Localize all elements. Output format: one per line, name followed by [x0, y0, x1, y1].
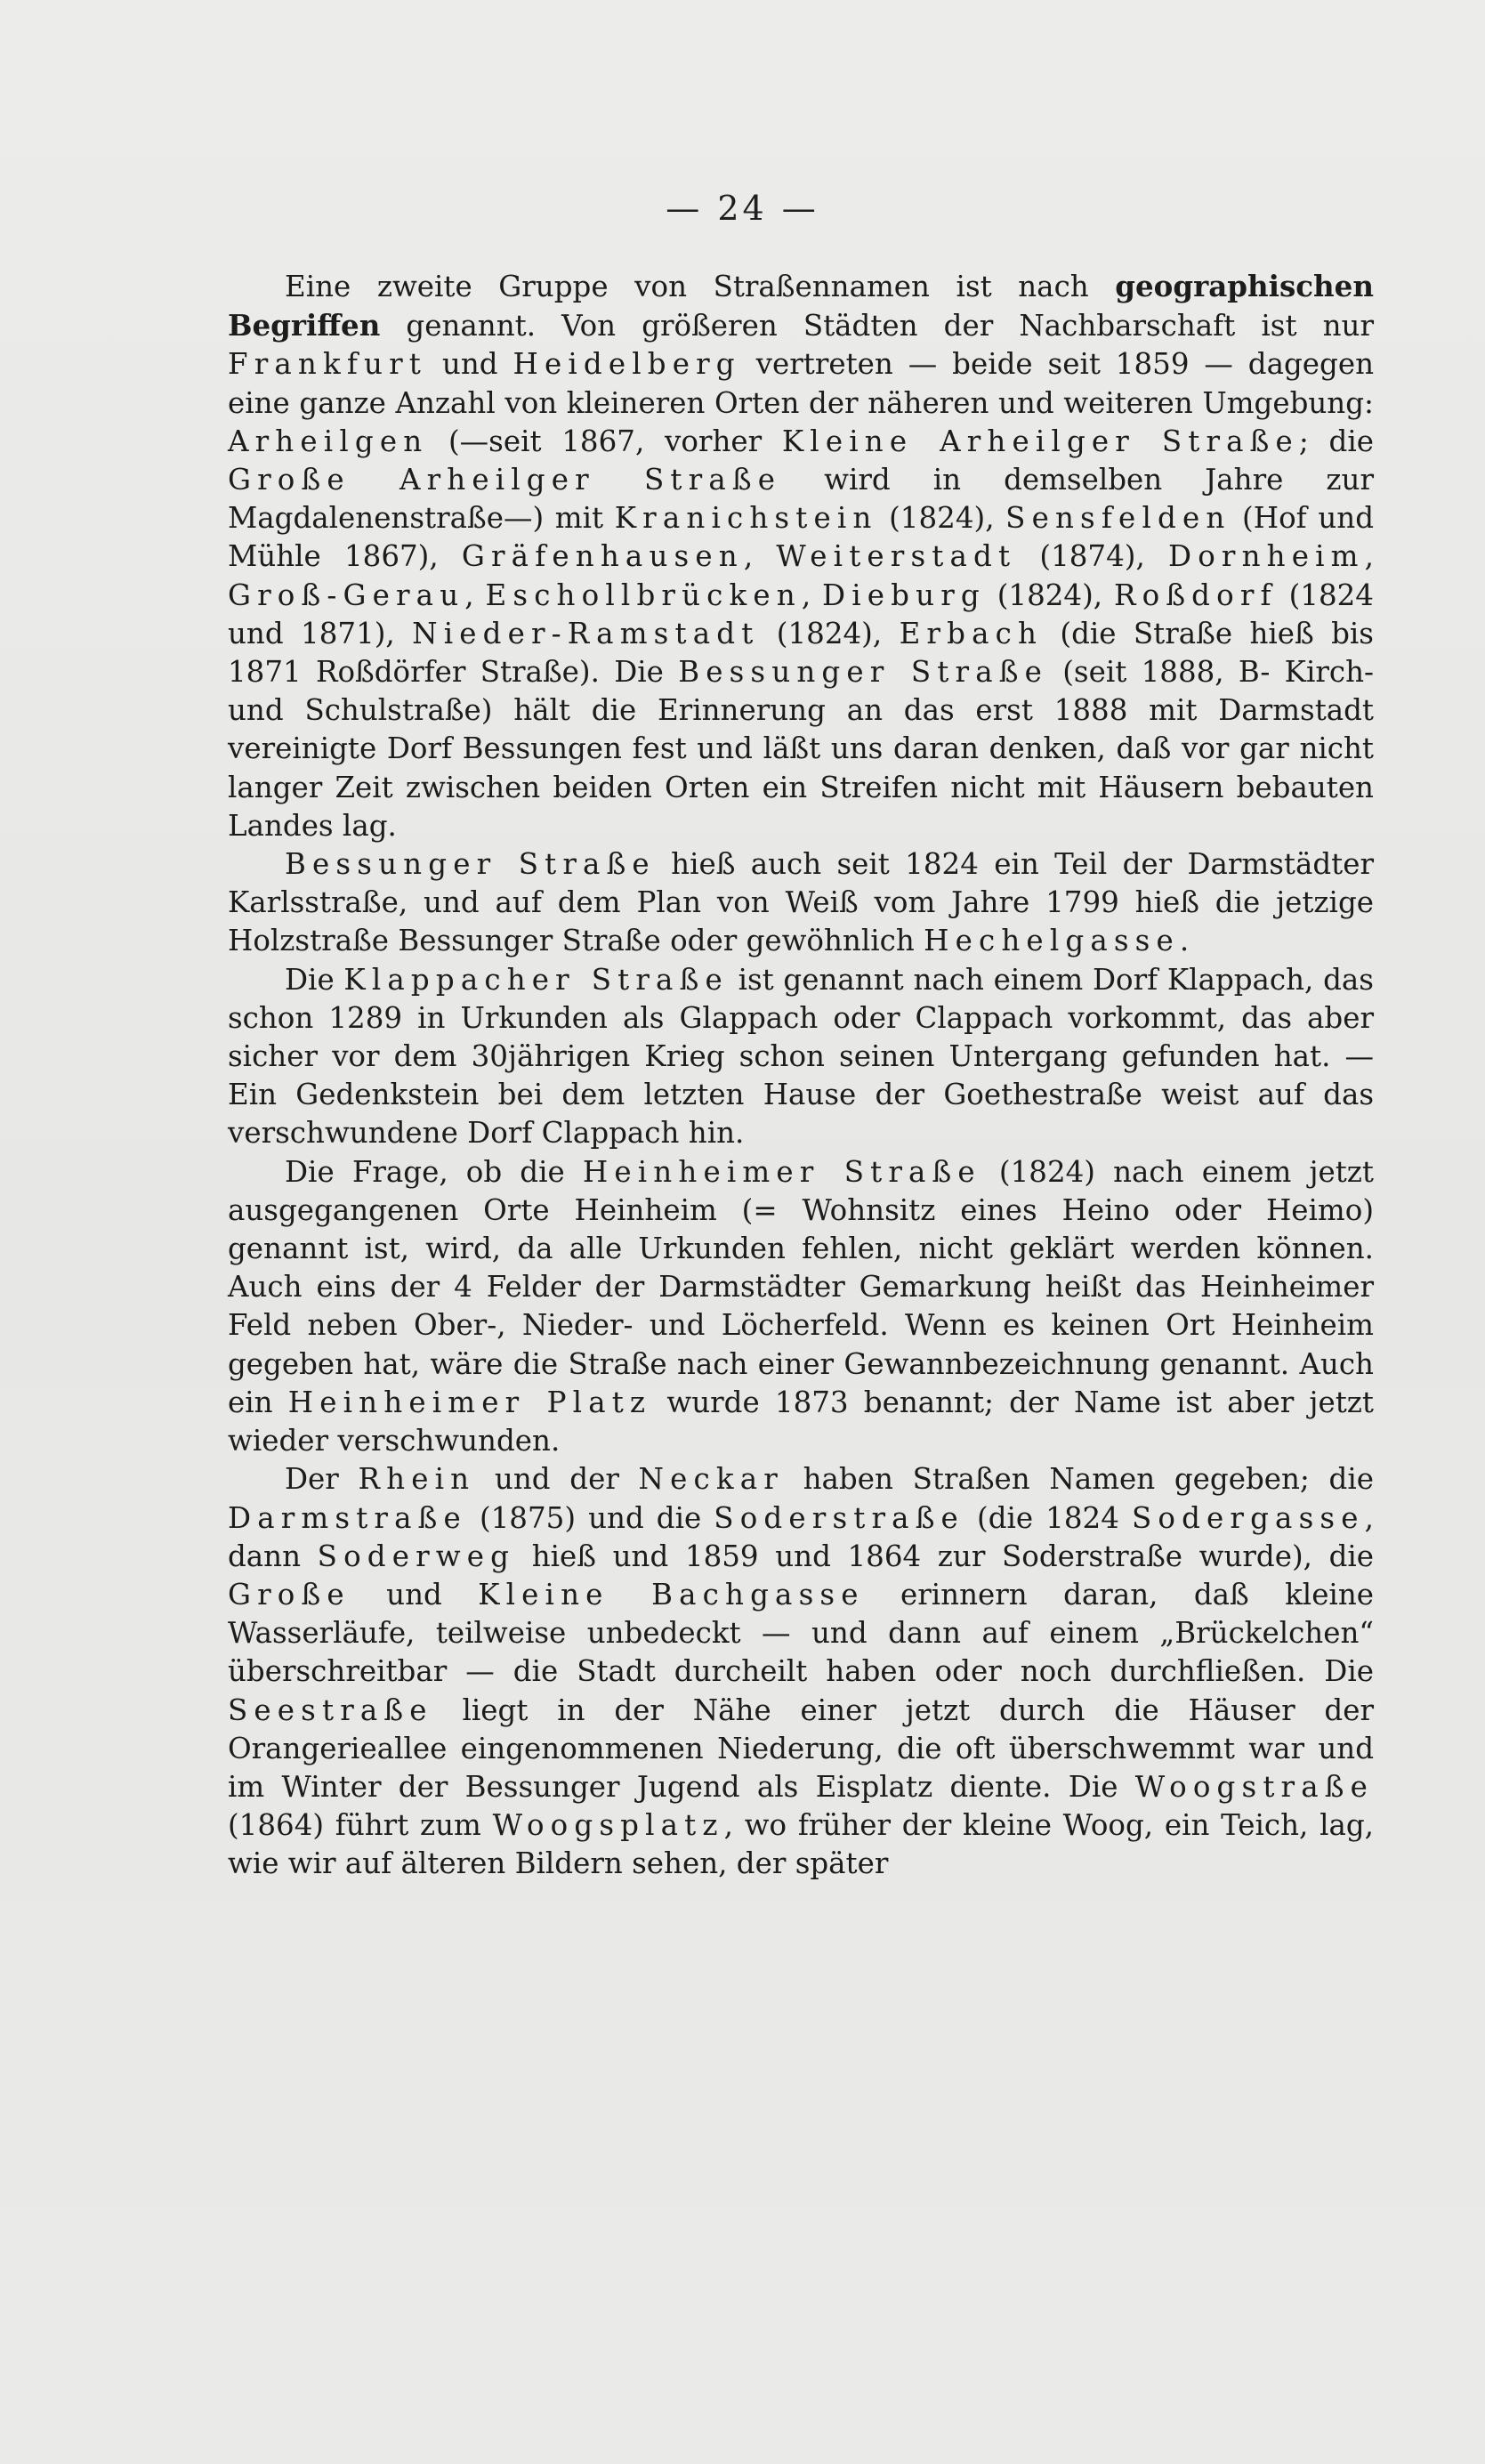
spaced-term: Sensfelden — [1005, 501, 1231, 536]
spaced-term: Bessunger Straße — [285, 847, 656, 882]
spaced-term: Darmstraße — [228, 1500, 467, 1535]
text-run: (1824), — [759, 616, 900, 650]
text-run: (—seit 1867, vorher — [428, 424, 782, 458]
spaced-term: Dieburg — [822, 578, 986, 612]
text-run: (1824 und 1871), — [228, 578, 1374, 650]
spaced-term: Heinheimer Straße — [582, 1154, 981, 1189]
paragraph — [228, 961, 1374, 1153]
text-run: (1875) und die — [466, 1500, 714, 1535]
paragraph — [228, 1460, 1374, 1883]
spaced-term: Groß-Gerau — [228, 578, 465, 612]
text-run: Die Frage, ob die — [285, 1154, 583, 1189]
spaced-term: Woogstraße — [1134, 1769, 1374, 1804]
text-run: hieß und 1859 und 1864 zur Soderstraße wurde), die — [515, 1539, 1374, 1573]
spaced-term: Erbach — [899, 616, 1044, 650]
spaced-term: Soderweg — [317, 1539, 516, 1573]
spaced-term: Heidelberg — [512, 347, 741, 382]
spaced-term: Kranichstein — [614, 501, 878, 536]
text-run: , wo früher der kleine Woog, ein Teich, lag, wie wir auf älteren Bildern sehen, der später — [228, 1808, 1374, 1881]
spaced-term: Bessunger Straße — [678, 655, 1048, 690]
page-number: — 24 — — [666, 189, 819, 228]
spaced-term: Kleine Arheilger Straße — [781, 424, 1299, 458]
spaced-term: Sodergasse — [1131, 1500, 1365, 1535]
text-run: (1824), — [985, 578, 1114, 612]
text-run: , — [801, 578, 823, 612]
text-run: genannt. Von größeren Städten der Nachbarschaft ist nur — [380, 309, 1374, 343]
spaced-term: Klappacher Straße — [343, 962, 729, 997]
paragraph — [228, 845, 1374, 961]
text-run: , dann — [228, 1500, 1374, 1573]
text-run: ; die — [1298, 424, 1374, 458]
text-run: (1874), — [1016, 539, 1168, 574]
text-run: erinnern daran, daß kleine Wasserläufe, teilweise unbedeckt — und dann auf einem „Brückelchen“ überschreitbar — die Stadt durcheilt haben oder noch durchfließen. Die — [228, 1577, 1374, 1689]
text-run: Der — [285, 1462, 359, 1497]
spaced-term: Dornheim — [1167, 539, 1365, 574]
spaced-term: Soderstraße — [714, 1500, 964, 1535]
text-run: . — [1179, 924, 1190, 958]
text-run: vertreten — beide seit 1859 — dagegen eine ganze Anzahl von kleineren Orten der näheren und weiteren Umgebung: — [228, 347, 1374, 420]
text-run: und der — [475, 1462, 639, 1497]
text-run: und — [350, 1577, 479, 1612]
text-run: , — [1364, 539, 1374, 574]
text-run: und — [427, 347, 513, 382]
text-run: haben Straßen Namen gegeben; die — [783, 1462, 1374, 1497]
spaced-term: Gräfenhausen — [461, 539, 744, 574]
bold-term: geographischen Begriffen — [228, 269, 1374, 343]
spaced-term: Heinheimer Platz — [287, 1385, 652, 1419]
text-run: Die — [285, 962, 344, 997]
text-run: wird in demselben Jahre zur Magdalenenstraße—) mit — [228, 463, 1374, 536]
text-run: (1824) nach einem jetzt ausgegangenen Orte Heinheim (= Wohnsitz eines Heino oder Heimo) genannt ist, wird, da alle Urkunden fehlen, nicht geklärt werden können. Auch eins der 4 Felder der Darmstädter Gemarkung heißt das Heinheimer Feld neben Ober-, Nieder- und Löcherfeld. Wenn es keinen Ort Heinheim gegeben hat, wäre die Straße nach einer Gewannbezeichnung genannt. Auch ein — [228, 1154, 1374, 1419]
text-run: (seit 1888, B- Kirch- und Schulstraße) hält die Erinnerung an das erst 1888 mit Darmstadt vereinigte Dorf Bessungen fest und läßt uns daran denken, daß vor gar nicht langer Zeit zwischen beiden Orten ein Streifen nicht mit Häusern bebauten Landes lag. — [228, 655, 1374, 843]
paragraph — [228, 267, 1374, 845]
text-run: (1824), — [877, 501, 1006, 536]
spaced-term: Eschollbrücken — [485, 578, 802, 612]
spaced-term: Große — [228, 1577, 351, 1612]
spaced-term: Woogsplatz — [492, 1808, 724, 1843]
text-run: wurde 1873 benannt; der Name ist aber jetzt wieder verschwunden. — [228, 1385, 1374, 1458]
spaced-term: Große Arheilger Straße — [228, 463, 782, 497]
text-run: liegt in der Nähe einer jetzt durch die Häuser der Orangerieallee eingenommenen Niederung, die oft überschwemmt war und im Winter der Bessunger Jugend als Eisplatz diente. Die — [228, 1692, 1374, 1804]
spaced-term: Neckar — [638, 1462, 784, 1497]
spaced-term: Rhein — [358, 1462, 476, 1497]
spaced-term: Frankfurt — [228, 347, 427, 382]
paragraph — [228, 1153, 1374, 1461]
text-run: , — [464, 578, 486, 612]
text-run: (die 1824 — [964, 1500, 1132, 1535]
body-text — [228, 267, 1374, 1884]
spaced-term: Hechelgasse — [924, 924, 1180, 958]
text-run: hieß auch seit 1824 ein Teil der Darmstädter Karlsstraße, und auf dem Plan von Weiß vom Jahre 1799 hieß die jetzige Holzstraße Bessunger Straße oder gewöhnlich — [228, 847, 1374, 958]
spaced-term: Arheilgen — [228, 424, 429, 458]
text-run: (1864) führt zum — [228, 1808, 493, 1843]
text-run: (Hof und Mühle 1867), — [228, 501, 1374, 574]
text-run: ist genannt nach einem Dorf Klappach, das schon 1289 in Urkunden als Glappach oder Clappach vorkommt, das aber sicher vor dem 30jährigen Krieg schon seinen Untergang gefunden hat. — Ein Gedenkstein bei dem letzten Hause der Goethestraße weist auf das verschwundene Dorf Clappach hin. — [228, 962, 1374, 1151]
spaced-term: Roßdorf — [1113, 578, 1278, 612]
text-run: (die Straße hieß bis 1871 Roßdörfer Straße). Die — [228, 616, 1374, 690]
spaced-term: Kleine Bachgasse — [478, 1577, 865, 1612]
text-run: Eine zweite Gruppe von Straßennamen ist nach — [285, 270, 1116, 303]
text-run: , — [743, 539, 777, 574]
spaced-term: Seestraße — [228, 1692, 433, 1727]
spaced-term: Nieder-Ramstadt — [412, 616, 760, 650]
spaced-term: Weiterstadt — [776, 539, 1017, 574]
